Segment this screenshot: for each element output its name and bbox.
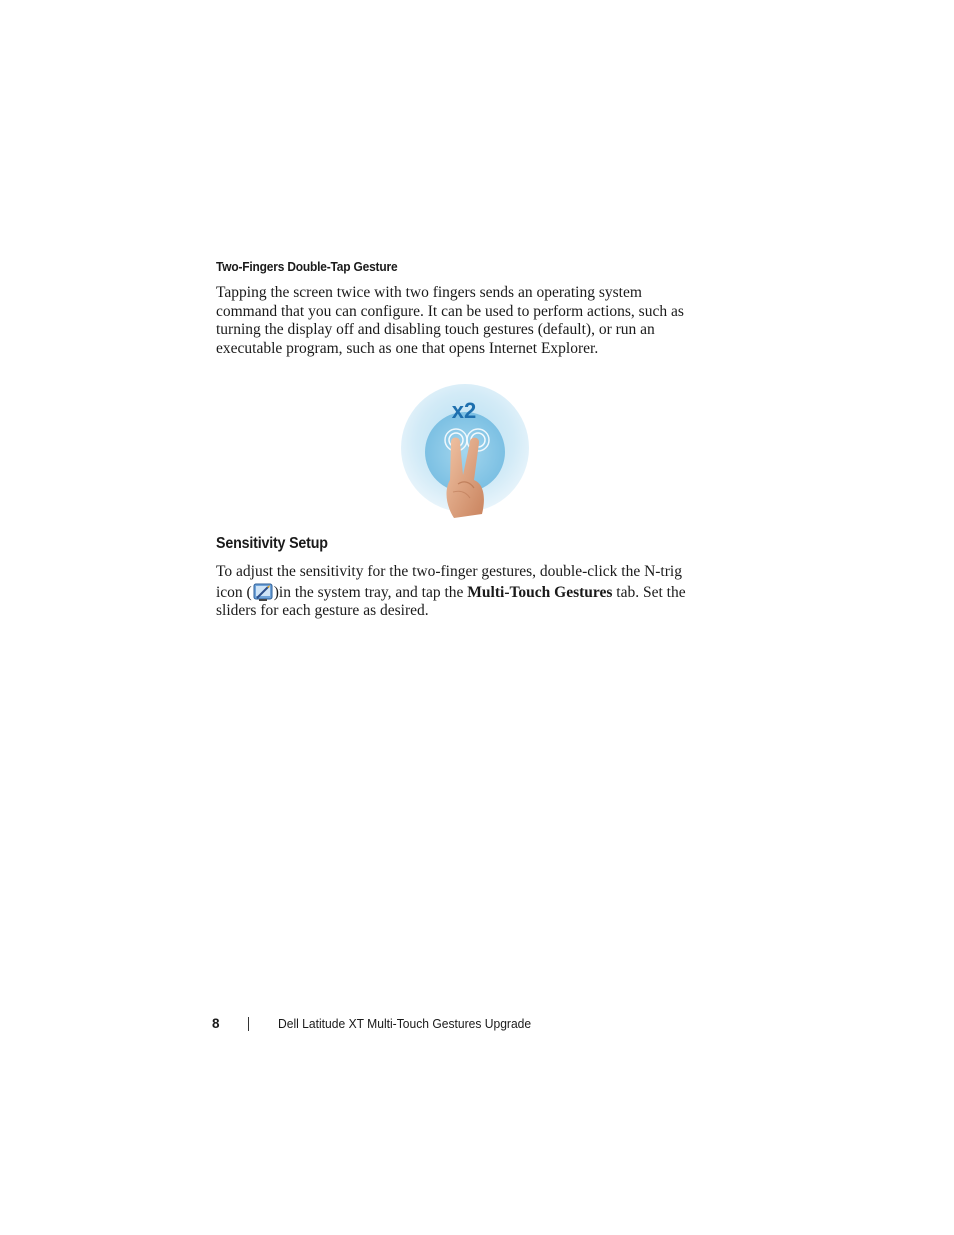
text-line: command that you can configure. It can be used to perform actions, such as [216,302,684,320]
gesture-subheading: Two-Fingers Double-Tap Gesture [216,259,398,274]
text-line [216,582,716,603]
two-finger-double-tap-icon [398,380,534,526]
text-line: executable program, such as one that opens Internet Explorer. [216,339,599,357]
x2-label: x2 [451,398,477,423]
sensitivity-setup-heading: Sensitivity Setup [216,535,328,552]
page-number: 8 [212,1016,220,1031]
footer-title: Dell Latitude XT Multi-Touch Gestures Upgrade [278,1016,532,1031]
text-line: turning the display off and disabling touch gestures (default), or run an [216,321,655,339]
sensitivity-description [216,563,716,621]
text-line: Tapping the screen twice with two fingers sends an operating system [216,284,642,301]
text-fragment: )in the system tray, and tap the [273,583,468,601]
gesture-description [216,284,716,358]
text-line: To adjust the sensitivity for the two-finger gestures, double-click the N-trig [216,563,682,580]
text-fragment: tab. Set the [612,583,686,601]
n-trig-icon [253,582,273,602]
multi-touch-gestures-tab-name: Multi-Touch Gestures [467,583,613,601]
text-line: sliders for each gesture as desired. [216,602,429,620]
text-fragment: icon ( [216,583,252,601]
footer-divider [248,1017,249,1031]
